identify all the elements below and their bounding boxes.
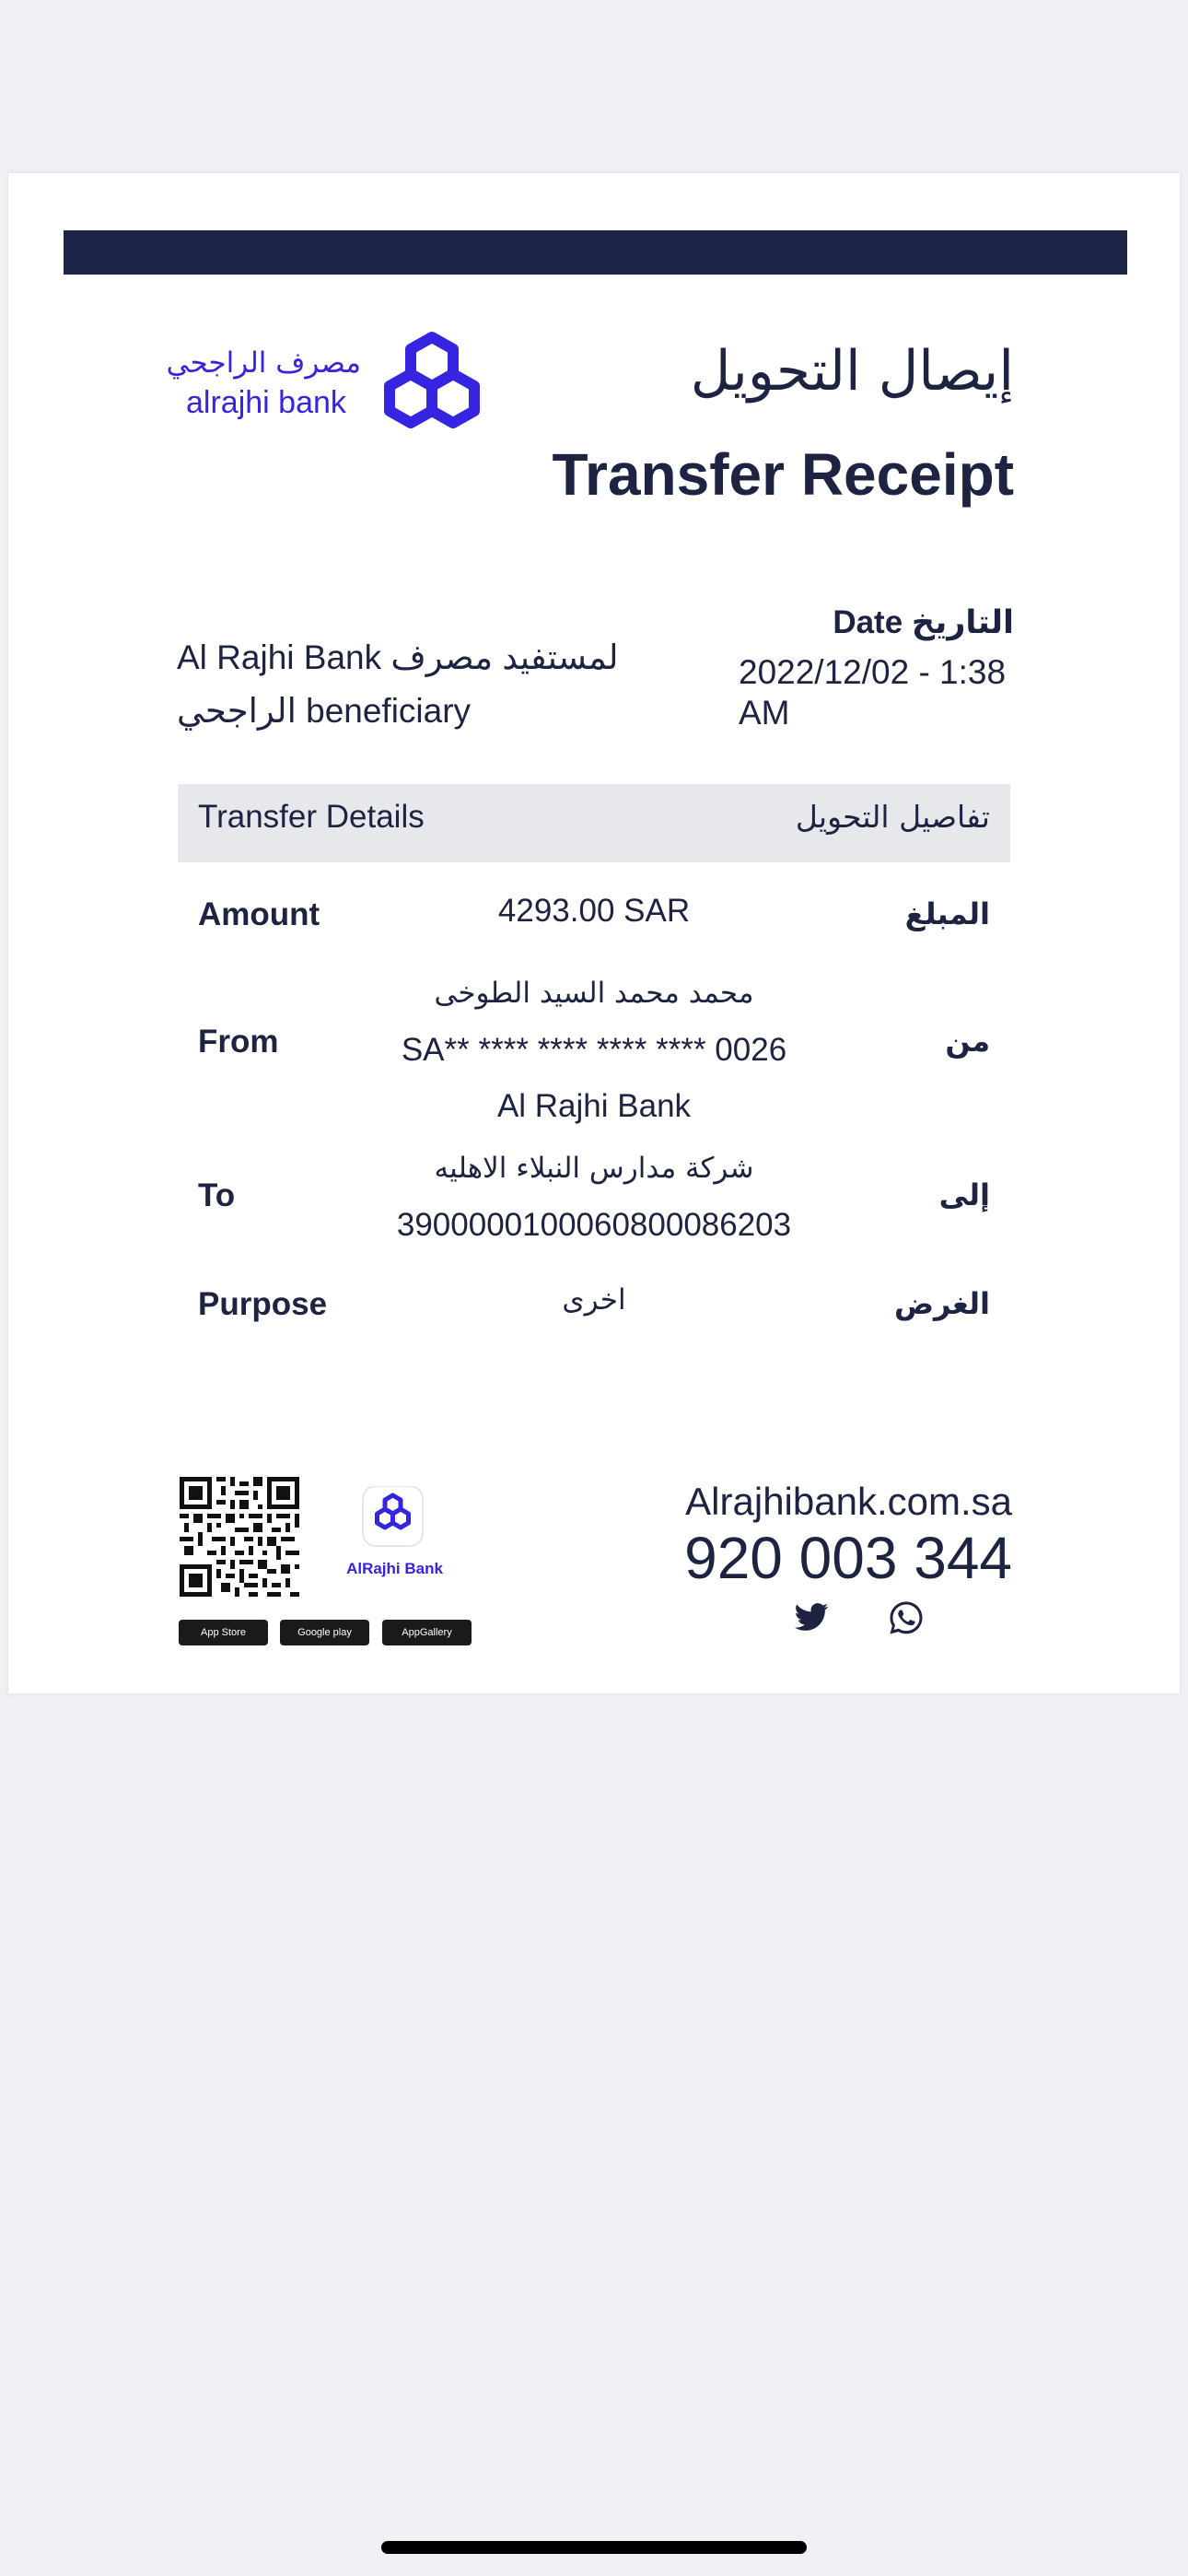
- from-account: SA** **** **** **** **** 0026: [401, 1032, 787, 1068]
- purpose-label-ar: الغرض: [894, 1286, 990, 1321]
- app-icon[interactable]: [349, 1486, 437, 1560]
- amount-row: [178, 883, 1010, 947]
- amount-value: [362, 883, 826, 939]
- amount-label-ar: المبلغ: [904, 896, 990, 931]
- logo-text-ar: مصرف الراجحي: [166, 346, 361, 380]
- to-label-ar: إلى: [938, 1177, 990, 1212]
- from-value: [362, 966, 826, 1134]
- to-name: شركة مدارس النبلاء الاهليه: [434, 1152, 754, 1185]
- section-title-en: Transfer Details: [198, 799, 425, 835]
- date-label: Date التاريخ: [833, 604, 1014, 640]
- purpose-text: اخرى: [562, 1283, 626, 1317]
- store-badges: [179, 1620, 483, 1645]
- google-play-badge[interactable]: Google play: [280, 1620, 369, 1645]
- logo-text-en: alrajhi bank: [186, 385, 346, 420]
- to-label: To: [198, 1177, 236, 1213]
- whatsapp-icon[interactable]: [888, 1599, 925, 1636]
- section-title-ar: تفاصيل التحويل: [795, 799, 990, 835]
- bank-logo: [166, 330, 492, 450]
- to-row: [178, 1141, 1010, 1256]
- website-link[interactable]: Alrajhibank.com.sa: [685, 1480, 1012, 1523]
- phone-number[interactable]: 920 003 344: [684, 1525, 1012, 1591]
- home-indicator[interactable]: [381, 2541, 807, 2554]
- header-bar: [64, 230, 1127, 275]
- from-label: From: [198, 1024, 279, 1060]
- app-store-badge[interactable]: App Store: [179, 1620, 268, 1645]
- amount-text: 4293.00 SAR: [497, 893, 691, 929]
- to-value: [362, 1141, 826, 1253]
- purpose-label: Purpose: [198, 1286, 328, 1322]
- qr-code-icon[interactable]: [180, 1477, 299, 1597]
- receipt-title-ar: إيصال التحويل: [690, 339, 1014, 404]
- from-name: محمد محمد السيد الطوخى: [434, 977, 754, 1010]
- transfer-receipt: [8, 173, 1180, 1693]
- receipt-title-en: Transfer Receipt: [552, 441, 1014, 508]
- purpose-value: [362, 1272, 826, 1329]
- app-name: AlRajhi Bank: [346, 1560, 443, 1577]
- purpose-row: [178, 1272, 1010, 1337]
- amount-label: Amount: [198, 896, 320, 932]
- from-label-ar: من: [945, 1024, 990, 1059]
- app-gallery-badge[interactable]: AppGallery: [382, 1620, 472, 1645]
- from-row: [178, 966, 1010, 1131]
- from-bank: Al Rajhi Bank: [496, 1088, 692, 1124]
- date-value: 2022/12/02 - 1:38 AM: [739, 653, 1007, 732]
- transfer-details-header: [178, 784, 1010, 862]
- twitter-icon[interactable]: [793, 1599, 830, 1636]
- alrajhi-logo-icon: [372, 330, 492, 450]
- to-account: 3900000100060800086203: [396, 1207, 792, 1243]
- beneficiary-note: Al Rajhi Bank لمستفيد مصرف الراجحي beneficiary: [177, 638, 619, 730]
